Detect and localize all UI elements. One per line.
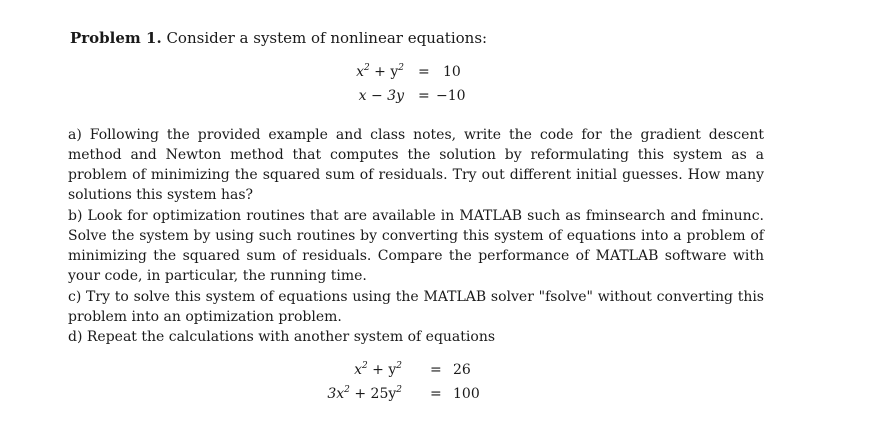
problem-label: Problem 1. [70,29,162,47]
equation-rhs: 100 [453,386,480,402]
equation-lhs: $3x^2 + 25y^2$ [327,385,402,402]
equals-sign: = [418,64,430,80]
equation-lhs: x − 3y [358,88,404,104]
equation-system-1 [300,64,500,112]
equation-rhs: 10 [443,64,461,80]
part-b: b) Look for optimization routines that are available in MATLAB such as fminsearch and fminunc. Solve the system by using such routines by converting this system of equations into a problem of minimizing the squared sum of residuals. Compare the performance of MATLAB software with your code, in particular, the running time. [68,208,764,284]
part-a: a) Following the provided example and class notes, write the code for the gradient descent method and Newton method that computes the solution by reformulating this system as a problem of minimizing the squared sum of residuals. Try out different initial guesses. How many solutions this system has? [68,127,764,203]
problem-heading [70,29,487,47]
equation-lhs: $x^2 + y^2$ [354,361,402,378]
part-c: c) Try to solve this system of equations using the MATLAB solver "fsolve" without converting this problem into an optimization problem. [68,289,764,325]
equals-sign: = [430,386,442,402]
equation-lhs: $x^2 + y^2$ [356,63,404,80]
equation-rhs: 26 [453,362,471,378]
problem-intro: Consider a system of nonlinear equations: [166,29,488,47]
equation-rhs: −10 [436,88,466,104]
equals-sign: = [418,88,430,104]
part-d: d) Repeat the calculations with another system of equations [68,329,496,345]
equation-row [300,386,520,410]
equation-system-2 [300,362,520,410]
equation-row [300,88,500,112]
equals-sign: = [430,362,442,378]
equation-row [300,64,500,88]
equation-row [300,362,520,386]
